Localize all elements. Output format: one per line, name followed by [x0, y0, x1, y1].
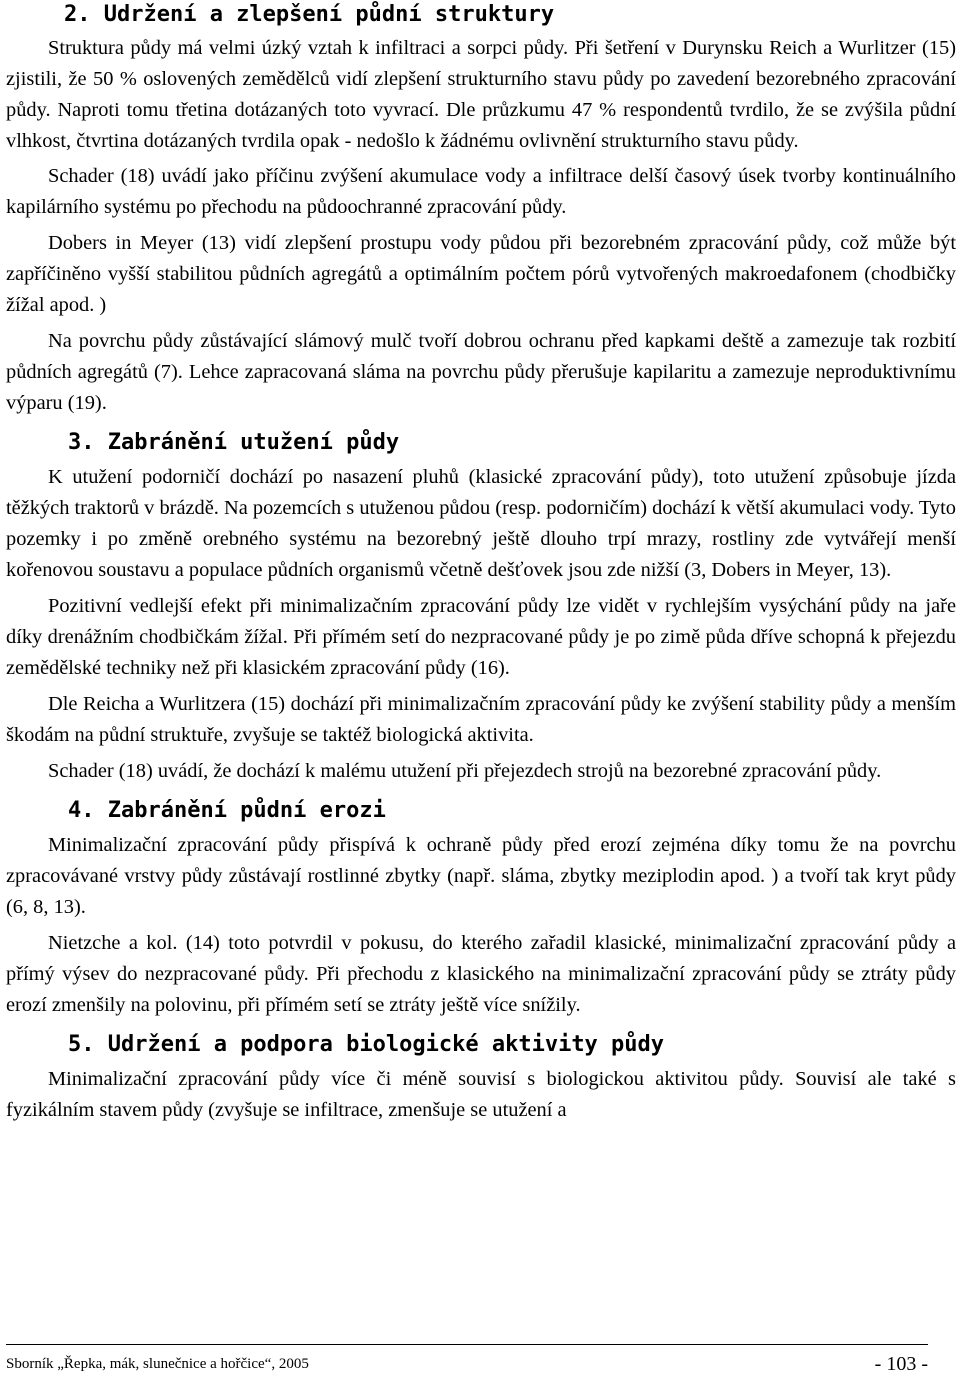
section-heading: 3. Zabránění utužení půdy [68, 430, 400, 455]
paragraph: K utužení podorničí dochází po nasazení pluhů (klasické zpracování půdy), toto utužení způsobuje jízda těžkých traktorů v brázdě. Na pozemcích s utuženou půdou (resp. podorničím) dochází k větší akumulaci vody. Tyto pozemky i po změně orebného systému na bezorebný ještě dlouho trpí mrazy, rostliny zde vytvářejí menší kořenovou soustavu a populace půdních organismů včetně dešťovek jsou zde nižší (3, Dobers in Meyer, 13). [6, 466, 956, 581]
paragraph: Pozitivní vedlejší efekt při minimalizačním zpracování půdy lze vidět v rychlejším vysýchání půdy na jaře díky drenážním chodbičkám žížal. Při přímém setí do nezpracované půdy je po zimě půda dříve schopná k přejezdu zemědělské techniky než při klasickém zpracování půdy (16). [6, 595, 956, 679]
page-footer [6, 1344, 928, 1375]
paragraph: Dobers in Meyer (13) vidí zlepšení prostupu vody půdou při bezorebném zpracování půdy, což může být zapříčiněno vyšší stabilitou půdních agregátů a optimálním počtem pórů vytvořených makroedafonem (chodbičky žížal apod. ) [6, 232, 956, 316]
paragraph: Minimalizační zpracování půdy přispívá k ochraně půdy před erozí zejména díky tomu že na povrchu zpracovávané vrstvy půdy zůstávají rostlinné zbytky (např. sláma, zbytky meziplodin apod. ) a tvoří tak kryt půdy (6, 8, 13). [6, 834, 956, 918]
section-heading: 5. Udržení a podpora biologické aktivity půdy [68, 1032, 665, 1057]
section-heading: 4. Zabránění půdní erozi [68, 798, 386, 823]
paragraph: Dle Reicha a Wurlitzera (15) dochází při minimalizačním zpracování půdy ke zvýšení stability půdy a menším škodám na půdní struktuře, zvyšuje se taktéž biologická aktivita. [6, 693, 956, 746]
paragraph: Schader (18) uvádí jako příčinu zvýšení akumulace vody a infiltrace delší časový úsek tvorby kontinuálního kapilárního systému po přechodu na půdoochranné zpracování půdy. [6, 165, 956, 218]
document-page [6, 0, 956, 1131]
footer-publication: Sborník „Řepka, mák, slunečnice a hořčice“, 2005 [6, 1356, 309, 1372]
paragraph: Nietzche a kol. (14) toto potvrdil v pokusu, do kterého zařadil klasické, minimalizační zpracování půdy a přímý výsev do nezpracované půdy. Při přechodu z klasického na minimalizační zpracování půdy se ztráty půdy erozí zmenšily na polovinu, při přímém setí se ztráty ještě více snížily. [6, 932, 956, 1016]
paragraph: Struktura půdy má velmi úzký vztah k infiltraci a sorpci půdy. Při šetření v Durynsku Reich a Wurlitzer (15) zjistili, že 50 % oslovených zemědělců vidí zlepšení strukturního stavu půdy po zavedení bezorebného zpracování půdy. Naproti tomu třetina dotázaných toto vyvrací. Dle průzkumu 47 % respondentů tvrdilo, že se zvýšila půdní vlhkost, čtvrtina dotázaných tvrdila opak - nedošlo k žádnému ovlivnění strukturního stavu půdy. [6, 37, 956, 152]
page-number: - 103 - [874, 1353, 928, 1375]
section-heading: 2. Udržení a zlepšení půdní struktury [64, 2, 555, 27]
paragraph: Schader (18) uvádí, že dochází k malému utužení při přejezdech strojů na bezorebné zpracování půdy. [48, 760, 882, 782]
paragraph: Na povrchu půdy zůstávající slámový mulč tvoří dobrou ochranu před kapkami deště a zamezuje tak rozbití půdních agregátů (7). Lehce zapracovaná sláma na povrchu půdy přerušuje kapilaritu a zamezuje neproduktivnímu výparu (19). [6, 330, 956, 414]
paragraph: Minimalizační zpracování půdy více či méně souvisí s biologickou aktivitou půdy. Souvisí ale také s fyzikálním stavem půdy (zvyšuje se infiltrace, zmenšuje se utužení a [6, 1068, 956, 1121]
